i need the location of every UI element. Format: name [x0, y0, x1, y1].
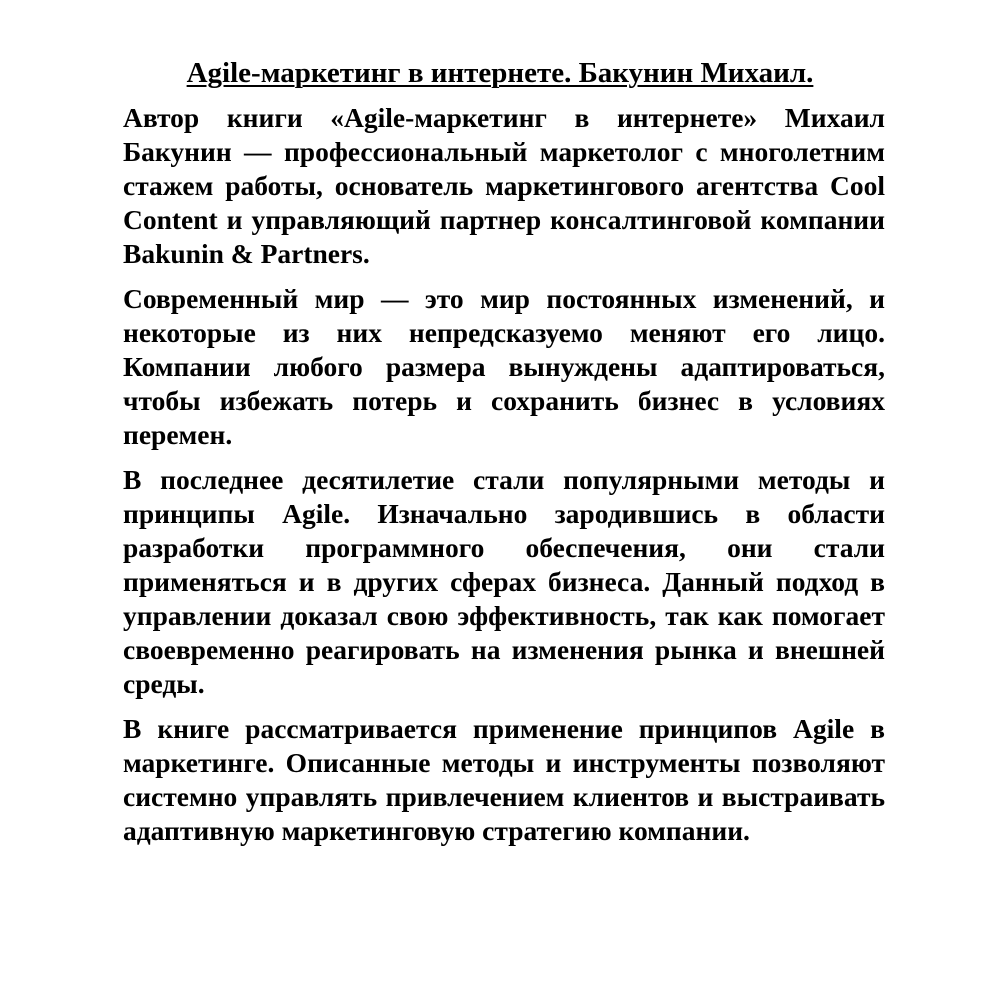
paragraph-author: Автор книги «Agile-маркетинг в интернете» Михаил Бакунин — профессиональный маркетолог с многолетним стажем работы, основатель маркетингового агентства Cool Content и управляющий партнер консалтинговой компании Bakunin & Partners.: [123, 102, 885, 269]
paragraph-modern-world: Современный мир — это мир постоянных изменений, и некоторые из них непредсказуемо меняют его лицо. Компании любого размера вынуждены адаптироваться, чтобы избежать потерь и сохранить бизнес в условиях перемен.: [123, 283, 885, 450]
paragraph-book-summary: В книге рассматривается применение принципов Agile в маркетинге. Описанные методы и инструменты позволяют системно управлять привлечением клиентов и выстраивать адаптивную маркетинговую стратегию компании.: [123, 713, 885, 846]
document-body: [123, 101, 885, 859]
document-title: Agile-маркетинг в интернете. Бакунин Михаил.: [186, 57, 814, 89]
paragraph-agile-methods: В последнее десятилетие стали популярными методы и принципы Agile. Изначально зародившись в области разработки программного обеспечения, они стали применяться и в других сферах бизнеса. Данный подход в управлении доказал свою эффективность, так как помогает своевременно реагировать на изменения рынка и внешней среды.: [123, 464, 885, 699]
